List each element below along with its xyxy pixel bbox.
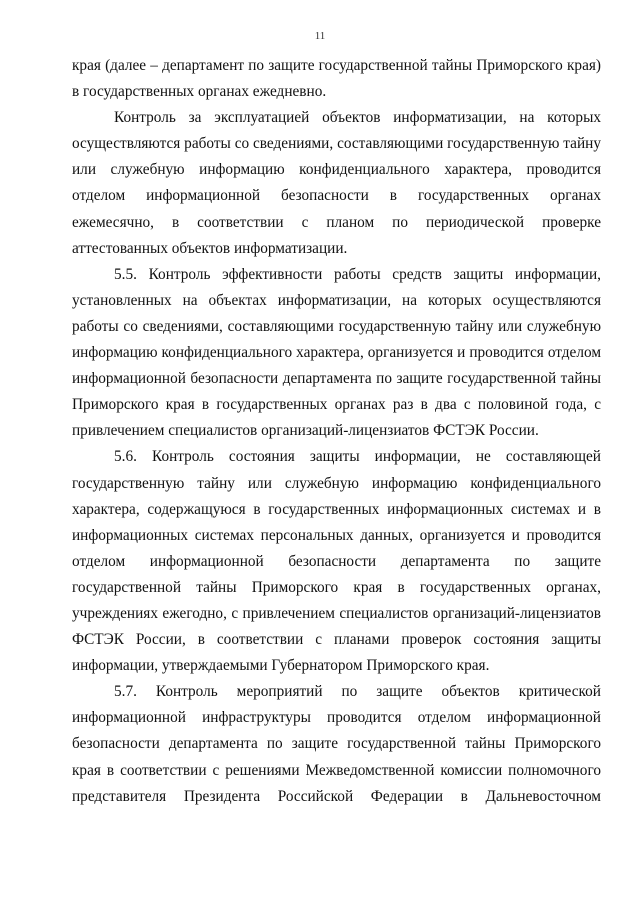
paragraph-operation-control: Контроль за эксплуатацией объектов информатизации, на которых осуществляются работы со сведениями, составляющими государственную тайну или служебную информацию конфиденциального характера, проводится отделом информационной безопасности в государственных органах ежемесячно, в соответствии с планом по периодической проверке аттестованных объектов информатизации.: [72, 109, 601, 257]
document-body: [72, 53, 601, 810]
page-number: 11: [314, 30, 326, 42]
paragraph-5-6: 5.6. Контроль состояния защиты информации, не составляющей государственную тайну или служебную информацию конфиденциального характера, содержащуюся в государственных информационных системах и в информационных системах персональных данных, организуется и проводится отделом информационной безопасности департамента по защите государственной тайны Приморского края в государственных органах, учреждениях ежегодно, с привлечением специалистов организаций-лицензиатов ФСТЭК России, в соответствии с планами проверок состояния защиты информации, утверждаемыми Губернатором Приморского края.: [72, 448, 601, 675]
paragraph-5-7: 5.7. Контроль мероприятий по защите объектов критической информационной инфраструктуры проводится отделом информационной безопасности департамента по защите государственной тайны Приморского края в соответствии с решениями Межведомственной комиссии полномочного представителя Президента Российской Федерации в Дальневосточном: [72, 683, 601, 805]
paragraph-5-5: 5.5. Контроль эффективности работы средств защиты информации, установленных на объектах информатизации, на которых осуществляются работы со сведениями, составляющими государственную тайну или служебную информацию конфиденциального характера, организуется и проводится отделом информационной безопасности департамента по защите государственной тайны Приморского края в государственных органах раз в два с половиной года, с привлечением специалистов организаций-лицензиатов ФСТЭК России.: [72, 265, 601, 440]
paragraph-continuation: края (далее – департамент по защите государственной тайны Приморского края) в государственных органах ежедневно.: [72, 57, 601, 101]
